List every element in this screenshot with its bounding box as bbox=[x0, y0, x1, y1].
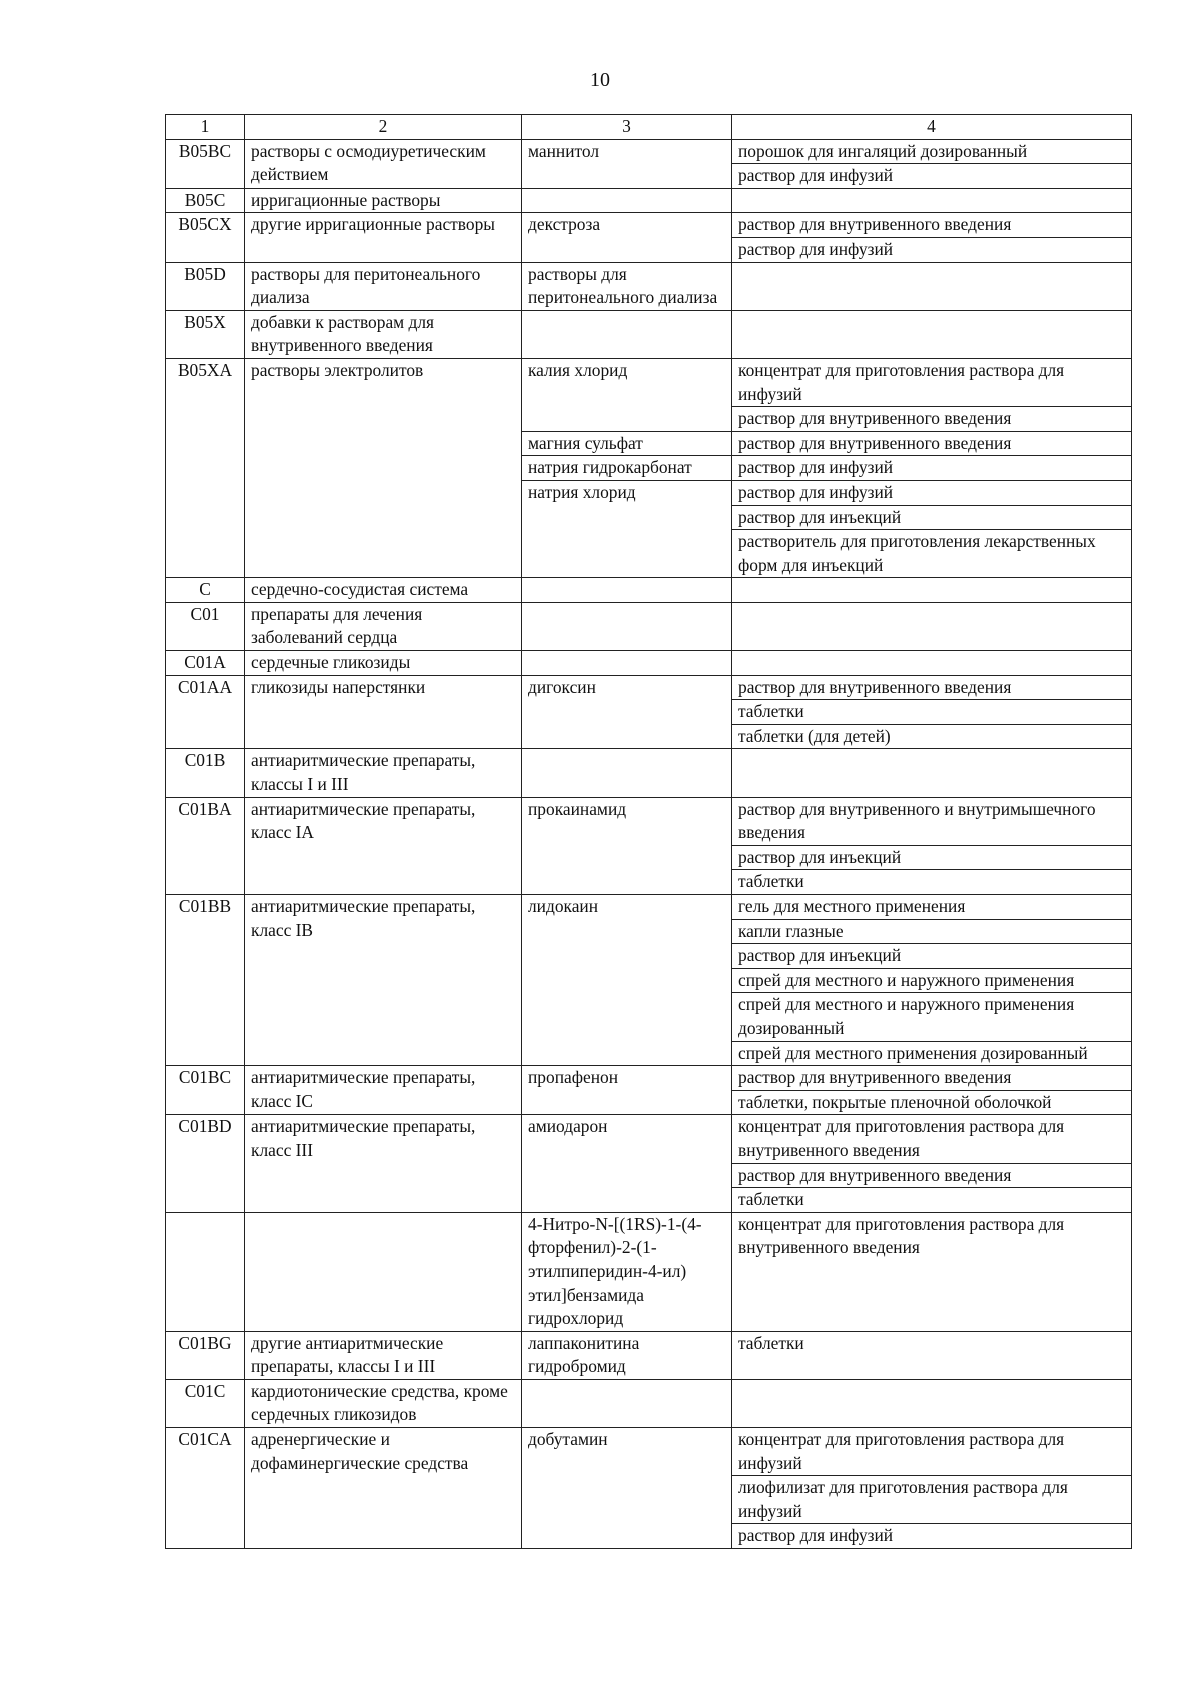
drug-name-cell bbox=[522, 310, 732, 358]
atc-code-cell: C01A bbox=[166, 651, 245, 676]
table-row bbox=[166, 188, 1132, 213]
dosage-form: спрей для местного и наружного применения дозированный bbox=[732, 993, 1131, 1041]
table-row bbox=[166, 675, 1132, 749]
dosage-form: таблетки, покрытые пленочной оболочкой bbox=[738, 1091, 1052, 1112]
dosage-form: концентрат для приготовления раствора для инфузий bbox=[732, 1428, 1131, 1476]
dosage-forms-cell bbox=[732, 310, 1132, 358]
drug-name-cell: 4-Нитро-N-[(1RS)-1-(4-фторфенил)-2-(1-этилпиперидин-4-ил) этил]бензамида гидрохлорид bbox=[522, 1212, 732, 1331]
dosage-forms-cell bbox=[732, 456, 1132, 481]
atc-code-cell: B05D bbox=[166, 262, 245, 310]
drug-name-cell: лидокаин bbox=[522, 895, 732, 1066]
dosage-form: раствор для внутривенного введения bbox=[732, 1066, 1131, 1091]
dosage-forms-cell bbox=[732, 1331, 1132, 1379]
atc-code-cell: C01AA bbox=[166, 675, 245, 749]
drug-name-cell bbox=[522, 578, 732, 603]
dosage-forms-cell bbox=[732, 602, 1132, 650]
header-col-1: 1 bbox=[166, 115, 245, 140]
atc-code-cell: B05X bbox=[166, 310, 245, 358]
atc-code-cell: C01BD bbox=[166, 1115, 245, 1212]
atc-code-cell: C01CA bbox=[166, 1428, 245, 1549]
table-row bbox=[166, 749, 1132, 797]
dosage-forms-cell bbox=[732, 139, 1132, 188]
table-row bbox=[166, 213, 1132, 262]
drug-name-cell: лаппаконитина гидробромид bbox=[522, 1331, 732, 1379]
dosage-forms-cell bbox=[732, 651, 1132, 676]
atc-code-cell: C bbox=[166, 578, 245, 603]
header-col-3: 3 bbox=[522, 115, 732, 140]
atc-code-cell: C01BB bbox=[166, 895, 245, 1066]
dosage-forms-cell bbox=[732, 1428, 1132, 1549]
drug-name-cell bbox=[522, 188, 732, 213]
atc-group-name-cell: антиаритмические препараты, класс IC bbox=[245, 1066, 522, 1115]
table-row bbox=[166, 1115, 1132, 1212]
table-row bbox=[166, 262, 1132, 310]
dosage-forms-cell bbox=[732, 797, 1132, 894]
dosage-form: раствор для инфузий bbox=[738, 238, 894, 259]
atc-code-cell: B05BC bbox=[166, 139, 245, 188]
table-row bbox=[166, 1212, 1132, 1331]
dosage-forms-cell bbox=[732, 262, 1132, 310]
dosage-form: раствор для инфузий bbox=[732, 481, 1131, 506]
atc-code-cell: C01BG bbox=[166, 1331, 245, 1379]
atc-group-name-cell: сердечные гликозиды bbox=[245, 651, 522, 676]
dosage-form: раствор для инфузий bbox=[738, 1525, 894, 1546]
table-header-row bbox=[166, 115, 1132, 140]
dosage-forms-cell bbox=[732, 1115, 1132, 1212]
drug-name-cell: натрия хлорид bbox=[522, 480, 732, 577]
dosage-form: таблетки bbox=[732, 700, 1131, 725]
drug-name-cell: добутамин bbox=[522, 1428, 732, 1549]
table-row bbox=[166, 358, 1132, 431]
drug-name-cell: прокаинамид bbox=[522, 797, 732, 894]
atc-group-name-cell: антиаритмические препараты, класс IА bbox=[245, 797, 522, 894]
atc-group-name-cell: гликозиды наперстянки bbox=[245, 675, 522, 749]
dosage-forms-cell bbox=[732, 749, 1132, 797]
dosage-form: порошок для ингаляций дозированный bbox=[732, 140, 1131, 165]
table-row bbox=[166, 1428, 1132, 1549]
dosage-forms-cell bbox=[732, 358, 1132, 431]
dosage-form: концентрат для приготовления раствора для инфузий bbox=[732, 359, 1131, 407]
atc-group-name-cell: добавки к растворам для внутривенного введения bbox=[245, 310, 522, 358]
drug-name-cell: маннитол bbox=[522, 139, 732, 188]
dosage-form: раствор для инъекций bbox=[732, 506, 1131, 531]
atc-code-cell: C01BA bbox=[166, 797, 245, 894]
dosage-form: раствор для внутривенного введения bbox=[738, 408, 1012, 429]
dosage-forms-cell bbox=[732, 213, 1132, 262]
dosage-form: раствор для инъекций bbox=[732, 944, 1131, 969]
atc-code-cell: C01C bbox=[166, 1379, 245, 1427]
atc-group-name-cell: растворы с осмодиуретическим действием bbox=[245, 139, 522, 188]
drug-name-cell: калия хлорид bbox=[522, 358, 732, 431]
dosage-form: спрей для местного применения дозированный bbox=[738, 1042, 1088, 1063]
table-row bbox=[166, 310, 1132, 358]
dosage-form: раствор для инъекций bbox=[732, 846, 1131, 871]
table-body bbox=[166, 115, 1132, 1549]
atc-code-cell bbox=[166, 1212, 245, 1331]
atc-group-name-cell: сердечно-сосудистая система bbox=[245, 578, 522, 603]
drug-name-cell: магния сульфат bbox=[522, 431, 732, 456]
dosage-forms-cell bbox=[732, 895, 1132, 1066]
atc-code-cell: B05XA bbox=[166, 358, 245, 577]
dosage-form: таблетки bbox=[738, 1189, 804, 1210]
table-row bbox=[166, 1379, 1132, 1427]
drug-name-cell: дигоксин bbox=[522, 675, 732, 749]
atc-group-name-cell: растворы для перитонеального диализа bbox=[245, 262, 522, 310]
dosage-forms-cell bbox=[732, 1212, 1132, 1331]
dosage-form: раствор для внутривенного введения bbox=[738, 432, 1012, 453]
dosage-form: спрей для местного и наружного применения bbox=[732, 969, 1131, 994]
dosage-form: гель для местного применения bbox=[732, 895, 1131, 920]
drug-name-cell bbox=[522, 1379, 732, 1427]
atc-code-cell: B05CX bbox=[166, 213, 245, 262]
dosage-form: раствор для внутривенного введения bbox=[732, 1164, 1131, 1189]
drug-name-cell bbox=[522, 749, 732, 797]
drug-name-cell: декстроза bbox=[522, 213, 732, 262]
atc-group-name-cell: ирригационные растворы bbox=[245, 188, 522, 213]
dosage-forms-cell bbox=[732, 188, 1132, 213]
dosage-form: раствор для внутривенного введения bbox=[732, 213, 1131, 238]
atc-code-cell: C01 bbox=[166, 602, 245, 650]
drug-name-cell bbox=[522, 651, 732, 676]
table-row bbox=[166, 578, 1132, 603]
atc-group-name-cell: другие антиаритмические препараты, классы I и III bbox=[245, 1331, 522, 1379]
drug-name-cell: пропафенон bbox=[522, 1066, 732, 1115]
dosage-forms-cell bbox=[732, 480, 1132, 577]
dosage-form: концентрат для приготовления раствора для внутривенного введения bbox=[732, 1115, 1131, 1163]
atc-group-name-cell: другие ирригационные растворы bbox=[245, 213, 522, 262]
dosage-form: лиофилизат для приготовления раствора для инфузий bbox=[732, 1476, 1131, 1524]
atc-group-name-cell: антиаритмические препараты, класс III bbox=[245, 1115, 522, 1212]
dosage-forms-cell bbox=[732, 1066, 1132, 1115]
dosage-forms-cell bbox=[732, 675, 1132, 749]
dosage-form: раствор для внутривенного введения bbox=[732, 676, 1131, 701]
atc-code-cell: C01B bbox=[166, 749, 245, 797]
drug-name-cell: натрия гидрокарбонат bbox=[522, 456, 732, 481]
dosage-form: таблетки (для детей) bbox=[738, 725, 891, 746]
drug-table bbox=[165, 114, 1132, 1549]
table-row bbox=[166, 139, 1132, 188]
drug-name-cell: амиодарон bbox=[522, 1115, 732, 1212]
atc-code-cell: C01BC bbox=[166, 1066, 245, 1115]
dosage-form: растворитель для приготовления лекарственных форм для инъекций bbox=[738, 531, 1096, 575]
table-row bbox=[166, 651, 1132, 676]
header-col-4: 4 bbox=[732, 115, 1132, 140]
dosage-form: раствор для инфузий bbox=[738, 165, 894, 186]
atc-group-name-cell: кардиотонические средства, кроме сердечных гликозидов bbox=[245, 1379, 522, 1427]
page-number: 10 bbox=[590, 69, 610, 91]
dosage-forms-cell bbox=[732, 578, 1132, 603]
dosage-form: раствор для внутривенного и внутримышечного введения bbox=[732, 798, 1131, 846]
dosage-form: таблетки bbox=[738, 1332, 804, 1353]
dosage-form: концентрат для приготовления раствора для внутривенного введения bbox=[738, 1213, 1065, 1258]
table-row bbox=[166, 895, 1132, 1066]
atc-group-name-cell: препараты для лечения заболеваний сердца bbox=[245, 602, 522, 650]
dosage-forms-cell bbox=[732, 1379, 1132, 1427]
atc-group-name-cell: антиаритмические препараты, класс IB bbox=[245, 895, 522, 1066]
drug-name-cell bbox=[522, 602, 732, 650]
table-row bbox=[166, 1066, 1132, 1115]
header-col-2: 2 bbox=[245, 115, 522, 140]
drug-name-cell: растворы для перитонеального диализа bbox=[522, 262, 732, 310]
atc-group-name-cell: антиаритмические препараты, классы I и III bbox=[245, 749, 522, 797]
atc-group-name-cell: адренергические и дофаминергические средства bbox=[245, 1428, 522, 1549]
dosage-form: раствор для инфузий bbox=[738, 457, 894, 478]
table-row bbox=[166, 797, 1132, 894]
dosage-forms-cell bbox=[732, 431, 1132, 456]
atc-group-name-cell: растворы электролитов bbox=[245, 358, 522, 577]
dosage-form: таблетки bbox=[738, 871, 804, 892]
atc-code-cell: B05C bbox=[166, 188, 245, 213]
table-row bbox=[166, 1331, 1132, 1379]
table-row bbox=[166, 602, 1132, 650]
atc-group-name-cell bbox=[245, 1212, 522, 1331]
dosage-form: капли глазные bbox=[732, 920, 1131, 945]
